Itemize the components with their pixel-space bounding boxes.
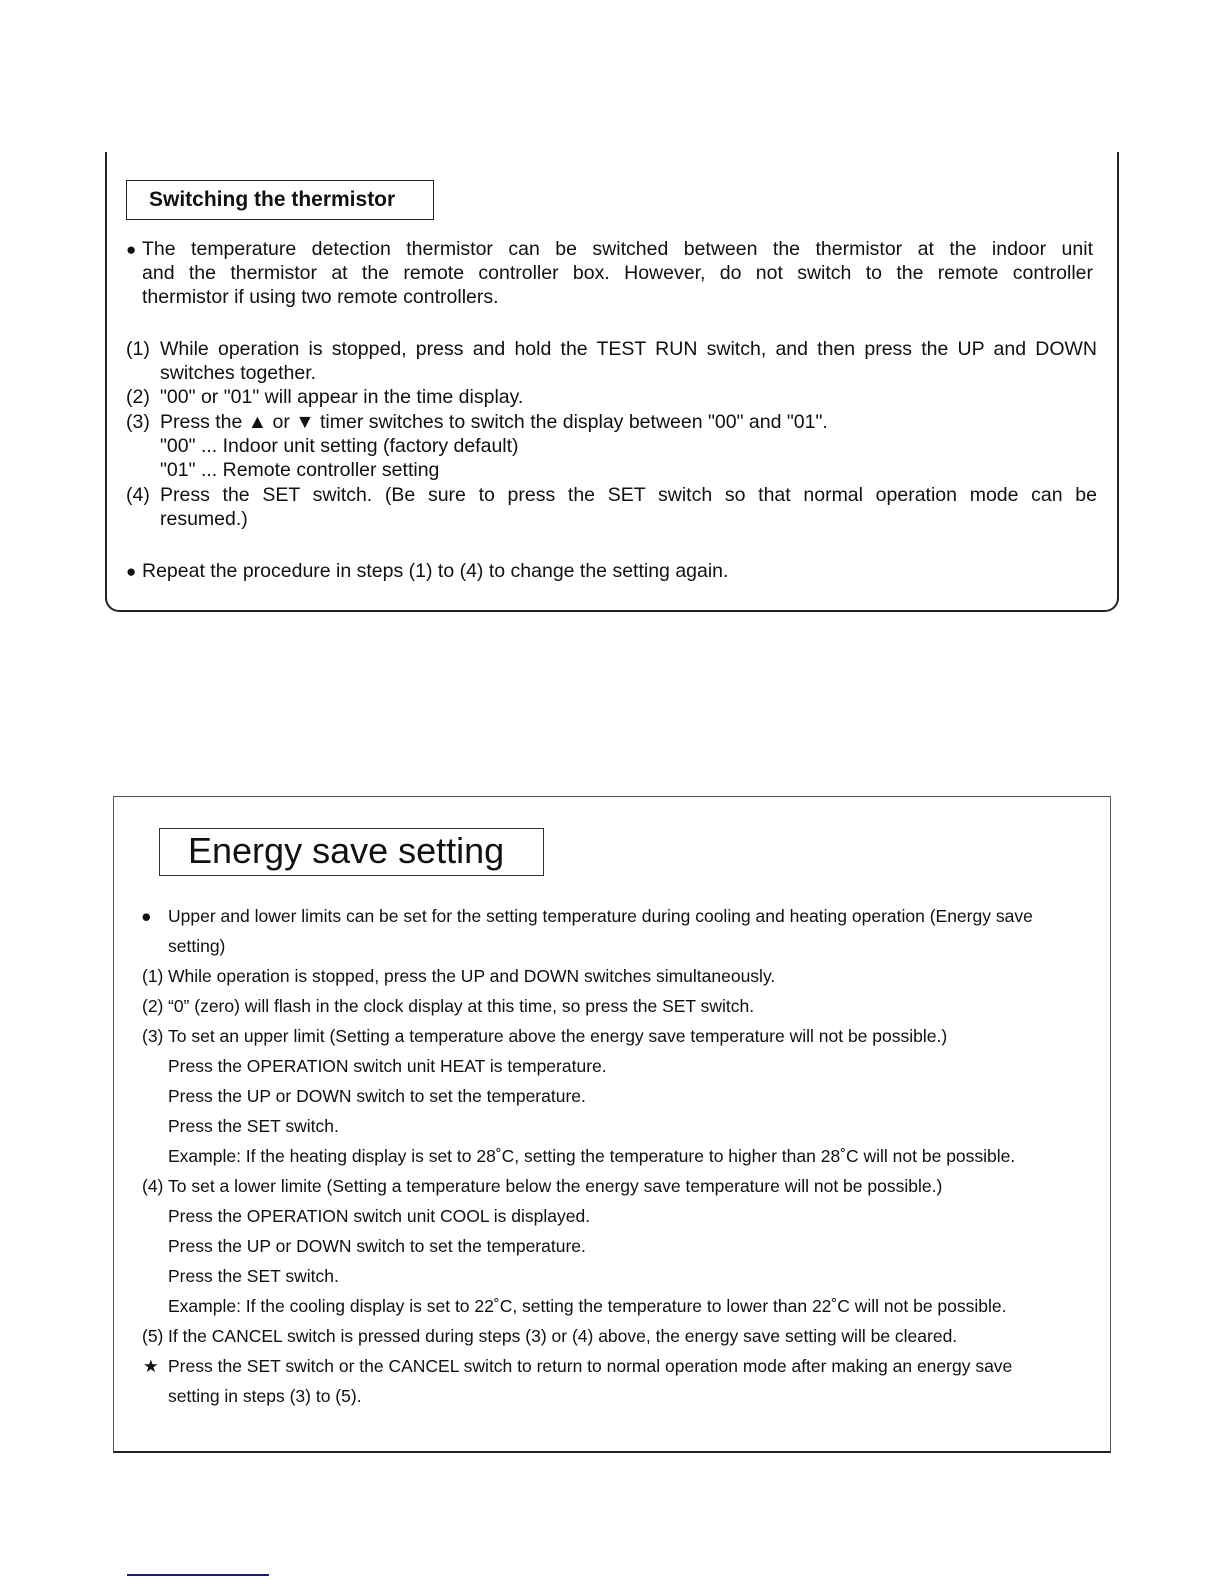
energy-step-3-example: Example: If the heating display is set to 28˚C, setting the temperature to higher than 28˚C will not be possible. bbox=[168, 1146, 1016, 1166]
energy-intro-line-1: Upper and lower limits can be set for the setting temperature during cooling and heating operation (Energy save bbox=[168, 906, 1033, 926]
step-number: (1) bbox=[126, 338, 150, 360]
star-icon: ★ bbox=[143, 1356, 159, 1376]
energy-note-line-2: setting in steps (3) to (5). bbox=[168, 1386, 362, 1406]
thermistor-step-2-line-1: "00" or "01" will appear in the time display. bbox=[160, 386, 524, 408]
energy-step-3-line-2: Press the OPERATION switch unit HEAT is temperature. bbox=[168, 1056, 607, 1076]
thermistor-intro-line-2: and the thermistor at the remote controller box. However, do not switch to the remote controller bbox=[142, 262, 1093, 284]
thermistor-step-1-line-2: switches together. bbox=[160, 362, 317, 384]
energy-step-1: While operation is stopped, press the UP and DOWN switches simultaneously. bbox=[168, 966, 776, 986]
energy-step-4-example: Example: If the cooling display is set to 22˚C, setting the temperature to lower than 22˚C will not be possible. bbox=[168, 1296, 1007, 1316]
bullet-icon: ● bbox=[126, 562, 137, 581]
energy-step-4-line-2: Press the OPERATION switch unit COOL is displayed. bbox=[168, 1206, 591, 1226]
energy-step-2: “0” (zero) will flash in the clock display at this time, so press the SET switch. bbox=[168, 996, 755, 1016]
thermistor-intro-line-3: thermistor if using two remote controllers. bbox=[142, 286, 499, 308]
bullet-icon: ● bbox=[141, 906, 152, 926]
thermistor-intro-line-1: The temperature detection thermistor can be switched between the thermistor at the indoor unit bbox=[142, 238, 1093, 260]
thermistor-footer-note: Repeat the procedure in steps (1) to (4) to change the setting again. bbox=[142, 560, 729, 582]
footer-rule bbox=[127, 1574, 269, 1576]
thermistor-step-3-option-01: "01" ... Remote controller setting bbox=[160, 459, 440, 481]
thermistor-step-1-line-1: While operation is stopped, press and hold the TEST RUN switch, and then press the UP and DOWN bbox=[160, 338, 1097, 360]
step-number: (1) bbox=[142, 966, 164, 986]
step-number: (2) bbox=[142, 996, 164, 1016]
energy-step-3-line-4: Press the SET switch. bbox=[168, 1116, 339, 1136]
thermistor-section-title: Switching the thermistor bbox=[126, 180, 434, 220]
step-number: (3) bbox=[142, 1026, 164, 1046]
step-number: (4) bbox=[142, 1176, 164, 1196]
energy-step-4-line-4: Press the SET switch. bbox=[168, 1266, 339, 1286]
thermistor-step-3-line-1: Press the ▲ or ▼ timer switches to switch the display between "00" and "01". bbox=[160, 411, 828, 433]
thermistor-step-4-line-1: Press the SET switch. (Be sure to press the SET switch so that normal operation mode can be bbox=[160, 484, 1097, 506]
thermistor-step-4-line-2: resumed.) bbox=[160, 508, 248, 530]
step-number: (3) bbox=[126, 411, 150, 433]
step-number: (4) bbox=[126, 484, 150, 506]
energy-intro-line-2: setting) bbox=[168, 936, 226, 956]
energy-step-3-heading: To set an upper limit (Setting a temperature above the energy save temperature will not be possible.) bbox=[168, 1026, 948, 1046]
step-number: (5) bbox=[142, 1326, 164, 1346]
energy-step-4-line-3: Press the UP or DOWN switch to set the temperature. bbox=[168, 1236, 586, 1256]
thermistor-step-3-option-00: "00" ... Indoor unit setting (factory default) bbox=[160, 435, 519, 457]
energy-note-line-1: Press the SET switch or the CANCEL switch to return to normal operation mode after making an energy save bbox=[168, 1356, 1013, 1376]
step-number: (2) bbox=[126, 386, 150, 408]
energy-save-section-title: Energy save setting bbox=[159, 828, 544, 876]
bullet-icon: ● bbox=[126, 240, 137, 259]
energy-step-5: If the CANCEL switch is pressed during steps (3) or (4) above, the energy save setting will be cleared. bbox=[168, 1326, 958, 1346]
energy-step-4-heading: To set a lower limite (Setting a temperature below the energy save temperature will not be possible.) bbox=[168, 1176, 943, 1196]
energy-step-3-line-3: Press the UP or DOWN switch to set the temperature. bbox=[168, 1086, 586, 1106]
